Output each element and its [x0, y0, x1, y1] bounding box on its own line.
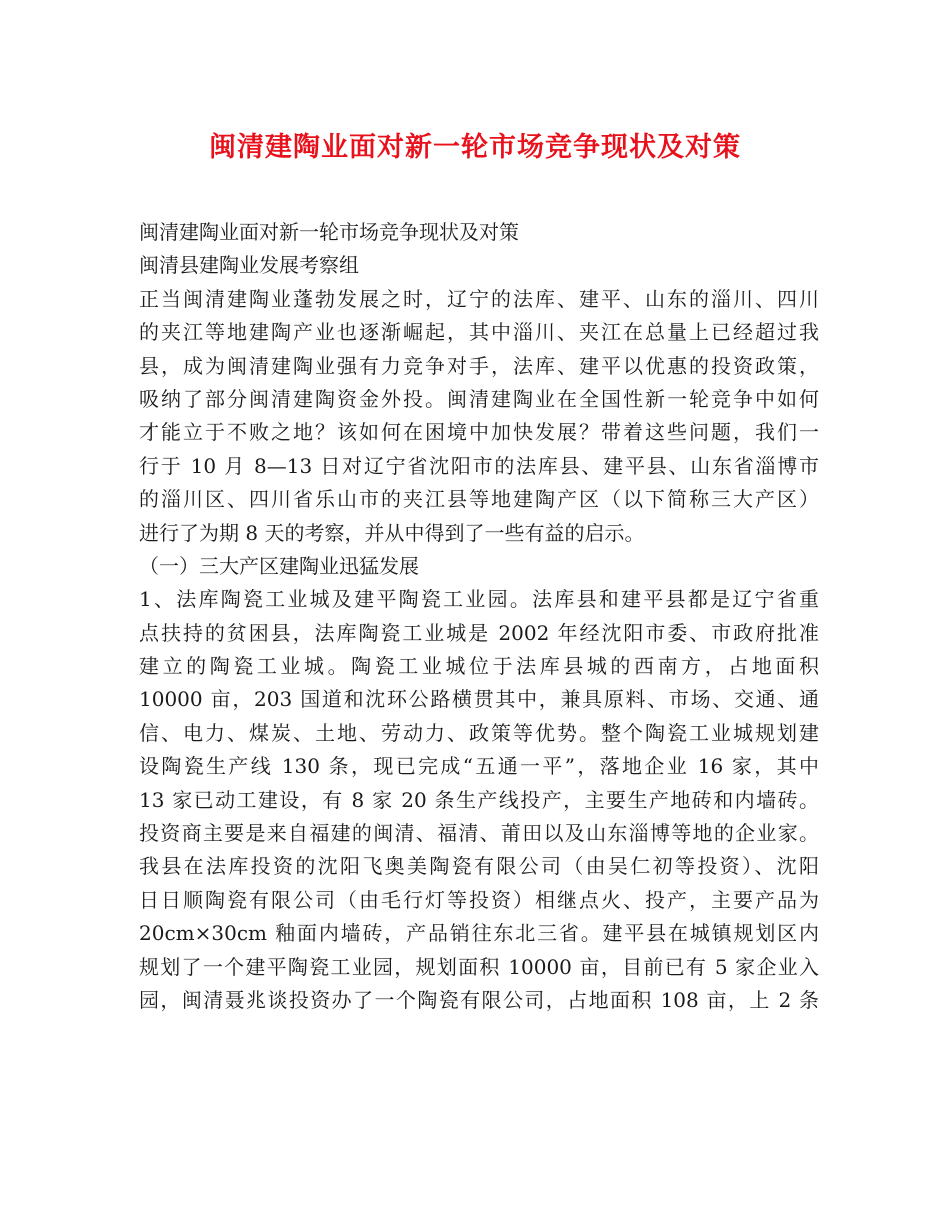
- text-line: 闽清建陶业面对新一轮市场竞争现状及对策: [139, 220, 519, 244]
- text-line: 投资商主要是来自福建的闽清、福清、莆田以及山东淄博等地的企业家。: [139, 821, 819, 846]
- text-line: 的淄川区、四川省乐山市的夹江县等地建陶产区（以下简称三大产区）: [139, 487, 819, 512]
- text-line: 点扶持的贫困县，法库陶瓷工业城是 2002 年经沈阳市委、市政府批准: [139, 620, 819, 645]
- text-line: 我县在法库投资的沈阳飞奥美陶瓷有限公司（由吴仁初等投资）、沈阳: [139, 854, 819, 879]
- text-line: 才能立于不败之地？该如何在困境中加快发展？带着这些问题，我们一: [139, 420, 819, 445]
- text-line: 20cm×30cm 釉面内墙砖，产品销往东北三省。建平县在城镇规划区内: [139, 921, 819, 946]
- text-line: 日日顺陶瓷有限公司（由毛行灯等投资）相继点火、投产，主要产品为: [139, 887, 819, 912]
- text-line: 行于 10 月 8—13 日对辽宁省沈阳市的法库县、建平县、山东省淄博市: [139, 453, 819, 478]
- text-line: （一）三大产区建陶业迅猛发展: [139, 553, 419, 578]
- text-line: 1、法库陶瓷工业城及建平陶瓷工业园。法库县和建平县都是辽宁省重: [139, 587, 819, 612]
- text-line: 10000 亩，203 国道和沈环公路横贯其中，兼具原料、市场、交通、通: [139, 687, 819, 712]
- text-line: 13 家已动工建设，有 8 家 20 条生产线投产，主要生产地砖和内墙砖。: [139, 787, 819, 812]
- text-line: 规划了一个建平陶瓷工业园，规划面积 10000 亩，目前已有 5 家企业入: [139, 954, 819, 979]
- text-line: 建立的陶瓷工业城。陶瓷工业城位于法库县城的西南方，占地面积: [139, 654, 819, 679]
- text-line: 正当闽清建陶业蓬勃发展之时，辽宁的法库、建平、山东的淄川、四川: [139, 286, 819, 311]
- text-line: 县，成为闽清建陶业强有力竞争对手，法库、建平以优惠的投资政策，: [139, 353, 819, 378]
- text-line: 闽清县建陶业发展考察组: [139, 253, 359, 278]
- text-line: 的夹江等地建陶产业也逐渐崛起，其中淄川、夹江在总量上已经超过我: [139, 320, 819, 345]
- text-line: 园，闽清聂兆谈投资办了一个陶瓷有限公司，占地面积 108 亩，上 2 条: [139, 987, 819, 1012]
- document-body: [139, 216, 819, 1017]
- text-line: 设陶瓷生产线 130 条，现已完成“五通一平”，落地企业 16 家，其中: [139, 754, 819, 779]
- text-line: 进行了为期 8 天的考察，并从中得到了一些有益的启示。: [139, 520, 645, 545]
- text-line: 吸纳了部分闽清建陶资金外投。闽清建陶业在全国性新一轮竞争中如何: [139, 386, 819, 411]
- text-line: 信、电力、煤炭、土地、劳动力、政策等优势。整个陶瓷工业城规划建: [139, 720, 819, 745]
- document-title: 闽清建陶业面对新一轮市场竞争现状及对策: [209, 132, 741, 163]
